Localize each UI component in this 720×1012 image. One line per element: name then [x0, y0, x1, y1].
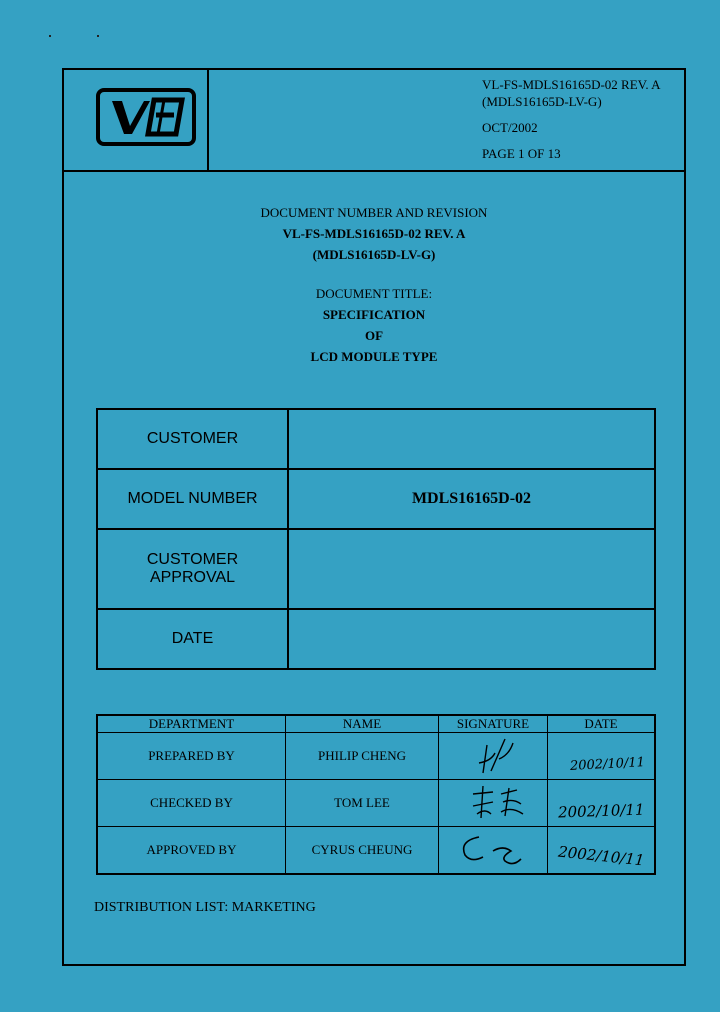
- doc-title-label: DOCUMENT TITLE:: [315, 286, 433, 301]
- handwritten-date: 2002/10/11: [569, 755, 645, 774]
- doc-title-line-1: SPECIFICATION: [322, 307, 426, 322]
- signature-cell: [439, 780, 548, 827]
- customer-approval-label: [97, 529, 288, 609]
- customer-approval-value: [288, 529, 655, 609]
- table-row: [97, 409, 655, 469]
- logo-cell: [64, 70, 209, 170]
- name-cell: TOM LEE: [286, 780, 439, 827]
- signature-cyrus-cheung: [443, 827, 543, 869]
- approval-label-line-2: APPROVAL: [149, 569, 236, 586]
- signature-philip-cheng: [443, 733, 543, 775]
- doc-title-line-3: LCD MODULE TYPE: [310, 349, 438, 364]
- meta-date: OCT/2002: [482, 120, 538, 135]
- table-row: [97, 609, 655, 669]
- name-cell: CYRUS CHEUNG: [286, 827, 439, 875]
- date-cell: [548, 780, 656, 827]
- department-cell: CHECKED BY: [97, 780, 286, 827]
- distribution-list: DISTRIBUTION LIST: MARKETING: [94, 900, 316, 915]
- table-row: [97, 469, 655, 529]
- date-label: DATE: [97, 609, 288, 669]
- handwritten-date: 2002/10/11: [557, 842, 645, 870]
- title-block: [64, 202, 684, 367]
- table-header-row: [97, 715, 655, 733]
- name-cell: PHILIP CHENG: [286, 733, 439, 780]
- meta-doc-number: VL-FS-MDLS16165D-02 REV. A: [482, 77, 661, 92]
- table-row: [97, 529, 655, 609]
- handwritten-date: 2002/10/11: [557, 800, 645, 822]
- table-row: [97, 827, 655, 875]
- table-row: [97, 780, 655, 827]
- header-date: DATE: [548, 715, 656, 733]
- document-page: [62, 68, 686, 966]
- document-header: [64, 70, 684, 172]
- customer-info-table: [96, 408, 656, 670]
- header-department: DEPARTMENT: [97, 715, 286, 733]
- doc-sub: (MDLS16165D-LV-G): [312, 247, 436, 262]
- scan-speck: [49, 35, 51, 37]
- meta-page: PAGE 1 OF 13: [482, 146, 561, 161]
- signature-table: [96, 714, 656, 875]
- date-cell: [548, 827, 656, 875]
- department-cell: PREPARED BY: [97, 733, 286, 780]
- signature-tom-lee: [443, 780, 543, 822]
- date-cell: [548, 733, 656, 780]
- doc-title-line-2: OF: [364, 328, 384, 343]
- model-number-value: MDLS16165D-02: [288, 469, 655, 529]
- header-name: NAME: [286, 715, 439, 733]
- doc-number: VL-FS-MDLS16165D-02 REV. A: [282, 226, 466, 241]
- date-value: [288, 609, 655, 669]
- doc-number-label: DOCUMENT NUMBER AND REVISION: [260, 205, 488, 220]
- approval-label-line-1: CUSTOMER: [146, 551, 239, 568]
- meta-doc-sub: (MDLS16165D-LV-G): [482, 94, 602, 109]
- department-cell: APPROVED BY: [97, 827, 286, 875]
- header-signature: SIGNATURE: [439, 715, 548, 733]
- signature-cell: [439, 733, 548, 780]
- signature-cell: [439, 827, 548, 875]
- ve-logo-icon: [100, 92, 192, 142]
- customer-value: [288, 409, 655, 469]
- document-meta: [482, 76, 661, 162]
- model-number-label: MODEL NUMBER: [97, 469, 288, 529]
- customer-label: CUSTOMER: [97, 409, 288, 469]
- company-logo: [96, 88, 196, 146]
- scan-speck: [97, 35, 99, 37]
- table-row: [97, 733, 655, 780]
